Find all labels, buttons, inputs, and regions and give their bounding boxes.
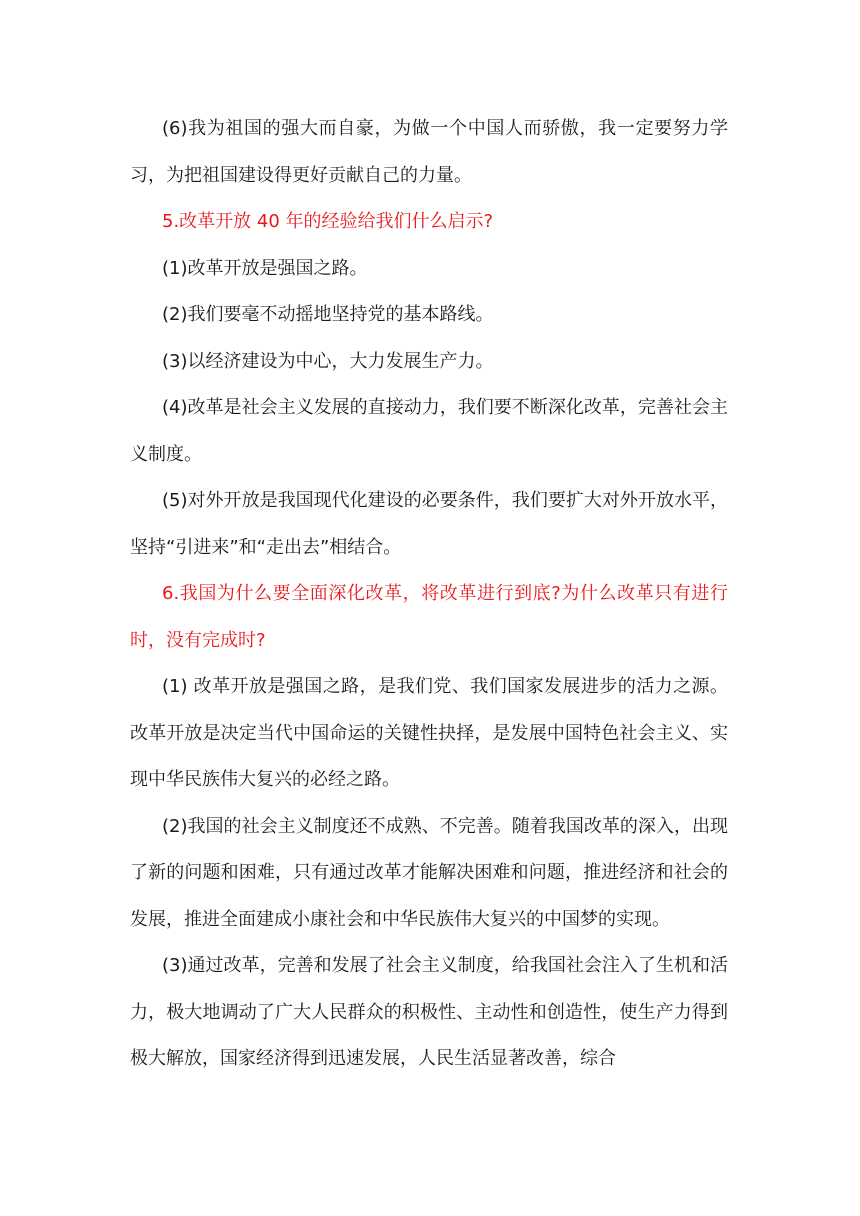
- answer-item-5: (5)对外开放是我国现代化建设的必要条件，我们要扩大对外开放水平，坚持“引进来”和“走出去”相结合。: [130, 490, 728, 558]
- answer-reason-1: (1) 改革开放是强国之路，是我们党、我们国家发展进步的活力之源。改革开放是决定当代中国命运的关键性抉择，是发展中国特色社会主义、实现中华民族伟大复兴的必经之路。: [130, 676, 728, 790]
- answer-item-1: (1)改革开放是强国之路。: [162, 257, 368, 279]
- answer-reason-3: (3)通过改革，完善和发展了社会主义制度，给我国社会注入了生机和活力，极大地调动了广大人民群众的积极性、主动性和创造性，使生产力得到极大解放，国家经济得到迅速发展，人民生活显著改善，综合: [130, 955, 728, 1069]
- answer-reason-2: (2)我国的社会主义制度还不成熟、不完善。随着我国改革的深入，出现了新的问题和困难，只有通过改革才能解决困难和问题，推进经济和社会的发展，推进全面建成小康社会和中华民族伟大复兴的中国梦的实现。: [130, 815, 728, 930]
- answer-paragraph-6: (6)我为祖国的强大而自豪，为做一个中国人而骄傲，我一定要努力学习，为把祖国建设得更好贡献自己的力量。: [130, 118, 728, 186]
- answer-item-3: (3)以经济建设为中心，大力发展生产力。: [162, 350, 494, 372]
- question-6-heading: 6.我国为什么要全面深化改革，将改革进行到底?为什么改革只有进行时，没有完成时?: [130, 583, 728, 651]
- answer-item-2: (2)我们要毫不动摇地坚持党的基本路线。: [162, 304, 494, 325]
- document-body: [130, 106, 728, 1083]
- answer-item-4: (4)改革是社会主义发展的直接动力，我们要不断深化改革，完善社会主义制度。: [130, 397, 728, 465]
- question-5-heading: 5.改革开放 40 年的经验给我们什么启示?: [162, 211, 494, 232]
